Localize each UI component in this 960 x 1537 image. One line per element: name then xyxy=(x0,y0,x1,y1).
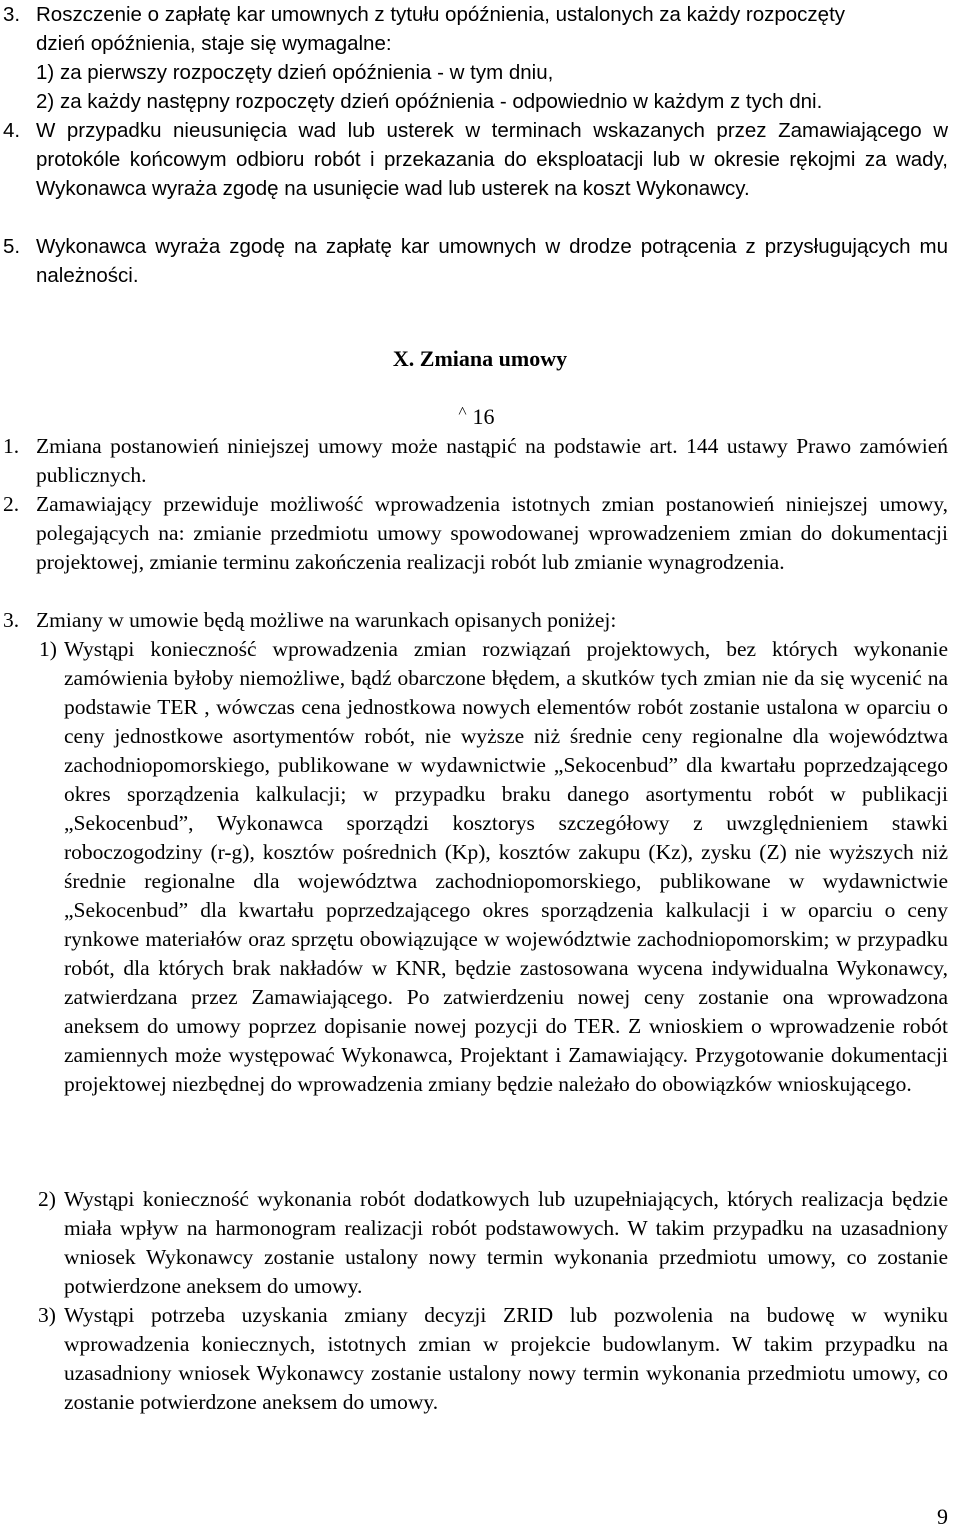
sub-item: 1) za pierwszy rozpoczęty dzień opóźnienia - w tym dniu, xyxy=(36,61,554,84)
clause-number: 5. xyxy=(3,235,21,258)
section-heading: X. Zmiana umowy xyxy=(392,346,568,371)
item-number: 2. xyxy=(3,492,20,516)
paragraph-number: ˄ 16 xyxy=(458,403,495,429)
item-number: 1. xyxy=(3,434,20,458)
sub-item-1 xyxy=(0,635,948,1183)
item-text: Zamawiający przewiduje możliwość wprowadzenia istotnych zmian postanowień niniejszej umowy, polegających na: zmianie przedmiotu umowy spowodowanej wprowadzeniem zmian do dokumentacji projektowej, zmianie terminu zakończenia realizacji robót lub zmianie wynagrodzenia. xyxy=(36,492,948,574)
clause-3 xyxy=(0,0,948,116)
item-text: Zmiany w umowie będą możliwe na warunkach opisanych poniżej: xyxy=(36,608,617,632)
sub-item-text: Wystąpi potrzeba uzyskania zmiany decyzji ZRID lub pozwolenia na budowę w wyniku wprowadzenia koniecznych, istotnych zmian w projekcie budowlanym. W takim przypadku na uzasadniony wniosek Wykonawcy zostanie ustalony nowy termin wykonania przedmiotu umowy, co zostanie potwierdzone aneksem do umowy. xyxy=(64,1303,948,1414)
clause-line: dzień opóźnienia, staje się wymagalne: xyxy=(36,32,392,55)
clause-text: W przypadku nieusunięcia wad lub usterek w terminach wskazanych przez Zamawiającego w protokóle końcowym odbioru robót i przekazania do eksploatacji lub w okresie rękojmi za wady, Wykonawca wyraża zgodę na usunięcie wad lub usterek na koszt Wykonawcy. xyxy=(36,119,948,200)
clause-text: Wykonawca wyraża zgodę na zapłatę kar umownych w drodze potrącenia z przysługujących mu należności. xyxy=(36,235,948,287)
clause-5 xyxy=(0,232,948,290)
page-number: 9 xyxy=(937,1504,948,1529)
clause-number: 4. xyxy=(3,119,21,142)
article-item-1 xyxy=(0,432,948,490)
sub-item-2 xyxy=(0,1185,948,1301)
sub-item-number: 1) xyxy=(39,637,57,661)
sub-item: 2) za każdy następny rozpoczęty dzień opóźnienia - odpowiednio w każdym z tych dni. xyxy=(36,90,823,113)
article-item-2 xyxy=(0,490,948,606)
clause-4 xyxy=(0,116,948,232)
clause-line: Roszczenie o zapłatę kar umownych z tytułu opóźnienia, ustalonych za każdy rozpoczęty xyxy=(36,3,846,26)
sub-item-number: 2) xyxy=(38,1187,56,1211)
item-number: 3. xyxy=(3,608,20,632)
sub-item-number: 3) xyxy=(38,1303,56,1327)
clause-number: 3. xyxy=(3,3,21,26)
paragraph-sign: ˄ xyxy=(458,403,468,420)
item-text: Zmiana postanowień niniejszej umowy może nastąpić na podstawie art. 144 ustawy Prawo zamówień publicznych. xyxy=(36,434,948,487)
sub-item-text: Wystąpi konieczność wykonania robót dodatkowych lub uzupełniających, których realizacja będzie miała wpływ na harmonogram realizacji robót podstawowych. W takim przypadku na uzasadniony wniosek Wykonawcy zostanie ustalony nowy termin wykonania przedmiotu umowy, co zostanie potwierdzone aneksem do umowy. xyxy=(64,1187,948,1298)
sub-item-3 xyxy=(0,1301,948,1417)
article-item-3 xyxy=(0,606,948,635)
sub-item-text: Wystąpi konieczność wprowadzenia zmian rozwiązań projektowych, bez których wykonanie zamówienia byłoby niemożliwe, bądź obarczone błędem, a skutków tych zmian nie da się wycenić na podstawie TER , wówczas cena jednostkowa nowych elementów robót zostanie ustalona w oparciu o ceny jednostkowe asortymentów robót, nie wyższe niż średnie ceny regionalne dla województwa zachodniopomorskiego, publikowane w wydawnictwie „Sekocenbud” dla kwartału poprzedzającego okres sporządzenia kalkulacji; w przypadku braku danego asortymentu robót w publikacji „Sekocenbud”, Wykonawca sporządzi kosztorys szczegółowy z uwzględnieniem stawki roboczogodziny (r-g), kosztów pośrednich (Kp), kosztów zakupu (Kz), zysku (Z) nie wyższych niż średnie regionalne dla województwa zachodniopomorskiego, publikowane w wydawnictwie „Sekocenbud” dla kwartału poprzedzającego okres sporządzenia kalkulacji i w oparciu o ceny rynkowe materiałów oraz sprzętu obowiązujące w województwie zachodniopomorskim; w przypadku robót, dla których brak nakładów w KNR, będzie zastosowana wycena indywidualna Wykonawcy, zatwierdzana przez Zamawiającego. Po zatwierdzeniu nowej ceny zostanie ona wprowadzona aneksem do umowy poprzez dopisanie nowej pozycji do TER. Z wnioskiem o wprowadzenie robót zamiennych może występować Wykonawca, Projektant i Zamawiający. Przygotowanie dokumentacji projektowej niezbędnej do wprowadzenia zmiany będzie należało do obowiązków wnioskującego. xyxy=(64,637,948,1096)
